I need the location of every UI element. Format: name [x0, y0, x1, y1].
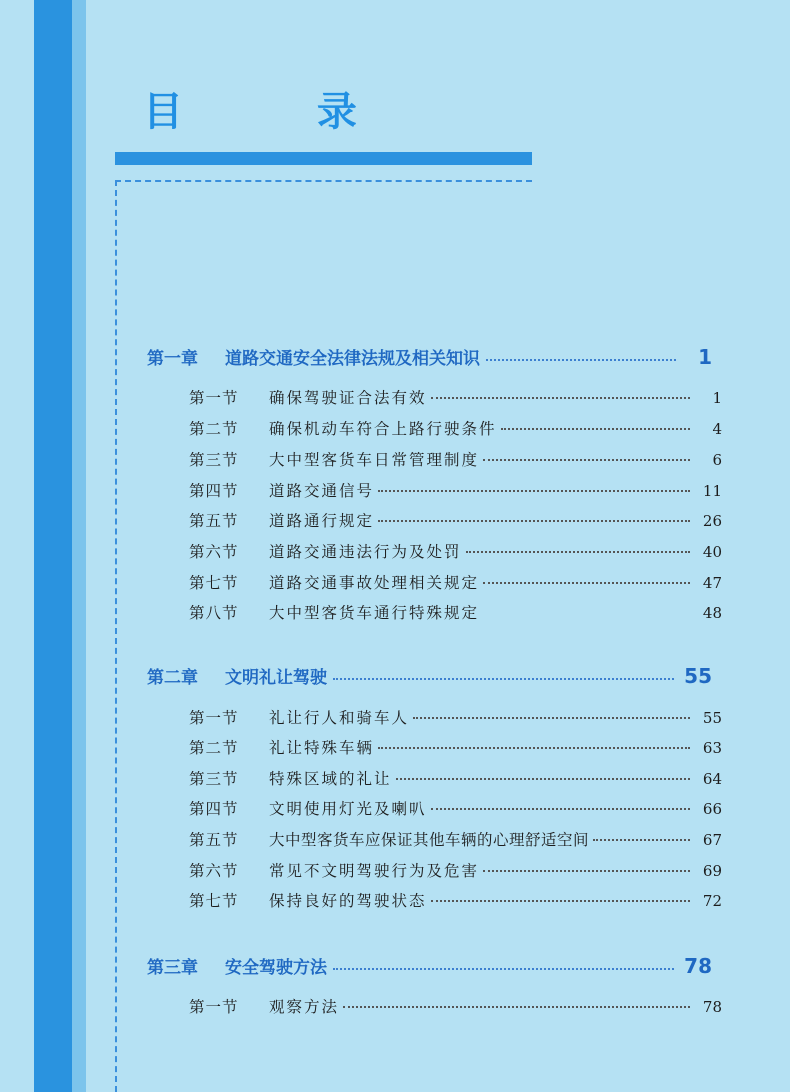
dot-leader [431, 397, 690, 399]
section-number: 第一节 [189, 709, 239, 727]
chapter-number: 第三章 [147, 958, 198, 978]
section-page: 72 [702, 892, 722, 910]
section-number: 第四节 [189, 800, 239, 818]
section-number: 第一节 [189, 389, 239, 407]
section-number: 第七节 [189, 892, 239, 910]
section-title: 道路通行规定 [269, 512, 375, 530]
toc-section[interactable] [189, 448, 722, 470]
section-page: 69 [702, 862, 722, 880]
section-title: 特殊区域的礼让 [269, 770, 392, 788]
section-page: 78 [702, 998, 722, 1016]
toc-section[interactable] [189, 601, 722, 623]
section-title: 大中型客货车通行特殊规定 [269, 604, 480, 622]
section-number: 第六节 [189, 862, 239, 880]
chapter-number: 第二章 [147, 668, 198, 688]
section-page: 40 [702, 543, 722, 561]
dot-leader [333, 678, 674, 680]
dot-leader [483, 582, 690, 584]
dot-leader [343, 1006, 690, 1008]
section-title: 文明使用灯光及喇叭 [269, 800, 427, 818]
section-title: 常见不文明驾驶行为及危害 [269, 862, 480, 880]
dot-leader [431, 900, 690, 902]
section-number: 第二节 [189, 739, 239, 757]
chapter-title: 文明礼让驾驶 [225, 668, 327, 688]
section-page: 26 [702, 512, 722, 530]
chapter-page: 1 [698, 345, 712, 369]
section-title: 确保机动车符合上路行驶条件 [269, 420, 497, 438]
section-number: 第一节 [189, 998, 239, 1016]
toc-section[interactable] [189, 995, 722, 1017]
dot-leader [333, 968, 674, 970]
toc-section[interactable] [189, 889, 722, 911]
section-title: 大中型客货车应保证其他车辆的心理舒适空间 [269, 831, 590, 849]
section-number: 第七节 [189, 574, 239, 592]
chapter-title: 道路交通安全法律法规及相关知识 [225, 349, 480, 369]
section-number: 第三节 [189, 451, 239, 469]
dot-leader [483, 870, 690, 872]
section-page: 63 [702, 739, 722, 757]
toc-section[interactable] [189, 571, 722, 593]
section-title: 礼让行人和骑车人 [269, 709, 410, 727]
section-number: 第四节 [189, 482, 239, 500]
section-number: 第六节 [189, 543, 239, 561]
toc-section[interactable] [189, 540, 722, 562]
toc-section[interactable] [189, 828, 722, 850]
dot-leader [466, 551, 690, 553]
section-title: 道路交通信号 [269, 482, 375, 500]
chapter-number: 第一章 [147, 349, 198, 369]
section-number: 第五节 [189, 831, 239, 849]
dot-leader [486, 359, 676, 361]
section-number: 第二节 [189, 420, 239, 438]
toc-section[interactable] [189, 736, 722, 758]
toc-section[interactable] [189, 417, 722, 439]
toc-chapter-1[interactable] [147, 344, 712, 369]
dot-leader [431, 808, 690, 810]
section-page: 1 [712, 389, 722, 407]
toc-section[interactable] [189, 386, 722, 408]
title-underline-bar [115, 152, 532, 165]
dot-leader [483, 459, 690, 461]
dot-leader [593, 839, 690, 841]
section-number: 第八节 [189, 604, 239, 622]
section-title: 礼让特殊车辆 [269, 739, 375, 757]
dot-leader [501, 428, 690, 430]
section-page: 55 [702, 709, 722, 727]
toc-section[interactable] [189, 509, 722, 531]
section-title: 确保驾驶证合法有效 [269, 389, 427, 407]
toc-section[interactable] [189, 859, 722, 881]
chapter-page: 78 [684, 954, 712, 978]
dot-leader [378, 490, 690, 492]
section-page: 67 [702, 831, 722, 849]
toc-chapter-3[interactable] [147, 953, 712, 978]
section-page: 4 [712, 420, 722, 438]
section-title: 道路交通事故处理相关规定 [269, 574, 480, 592]
section-number: 第三节 [189, 770, 239, 788]
section-page: 48 [702, 604, 722, 622]
chapter-page: 55 [684, 664, 712, 688]
section-number: 第五节 [189, 512, 239, 530]
toc-section[interactable] [189, 706, 722, 728]
dot-leader [378, 520, 690, 522]
toc-section[interactable] [189, 479, 722, 501]
dashed-rule-horizontal [115, 180, 532, 182]
left-light-stripe [72, 0, 86, 1092]
toc-chapter-2[interactable] [147, 663, 712, 688]
section-page: 6 [712, 451, 722, 469]
toc-section[interactable] [189, 767, 722, 789]
section-page: 11 [702, 482, 722, 500]
section-title: 观察方法 [269, 998, 340, 1016]
chapter-title: 安全驾驶方法 [225, 958, 327, 978]
dashed-rule-vertical [115, 180, 117, 1092]
section-page: 47 [702, 574, 722, 592]
section-title: 保持良好的驾驶状态 [269, 892, 427, 910]
section-page: 64 [702, 770, 722, 788]
dot-leader [413, 717, 690, 719]
section-title: 道路交通违法行为及处罚 [269, 543, 462, 561]
section-title: 大中型客货车日常管理制度 [269, 451, 480, 469]
dot-leader [396, 778, 690, 780]
page-title: 目 录 [143, 89, 417, 135]
toc-section[interactable] [189, 797, 722, 819]
section-page: 66 [702, 800, 722, 818]
dot-leader [378, 747, 690, 749]
left-dark-stripe [34, 0, 72, 1092]
